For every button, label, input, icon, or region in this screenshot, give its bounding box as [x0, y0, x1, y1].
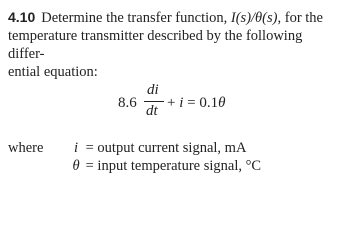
problem-statement: [8, 8, 338, 81]
equation-variable-theta: θ: [218, 95, 226, 111]
equation-coefficient: 8.6: [118, 95, 137, 111]
equation-remainder: [167, 96, 225, 111]
problem-line-2: temperature transmitter described by the following differ-: [8, 28, 303, 62]
derivative-denominator: dt: [146, 103, 158, 119]
problem-number: 4.10: [8, 9, 36, 25]
problem-line-1: [8, 8, 338, 27]
definition-symbol-theta: θ: [72, 158, 80, 174]
definition-line-temperature: [70, 157, 261, 175]
equation-variable-i: i: [179, 95, 184, 111]
derivative-numerator: di: [147, 82, 159, 98]
where-label: where: [8, 140, 44, 156]
problem-line-1-start: Determine the transfer function,: [41, 10, 231, 26]
problem-line-1-end: , for the: [277, 10, 323, 26]
equation-equals-coefficient: = 0.1: [183, 95, 219, 111]
equation-plus: +: [167, 95, 180, 111]
fraction-bar: [144, 101, 164, 102]
definition-symbol-i: i: [73, 140, 79, 156]
transfer-function-expression: I(s)/θ(s): [230, 10, 278, 26]
definition-text-temperature: = input temperature signal, °C: [82, 158, 262, 174]
definition-text-current: = output current signal, mA: [82, 140, 247, 156]
problem-line-3: ential equation:: [8, 64, 98, 80]
derivative-fraction: [143, 83, 166, 121]
definition-line-current: [70, 139, 246, 157]
